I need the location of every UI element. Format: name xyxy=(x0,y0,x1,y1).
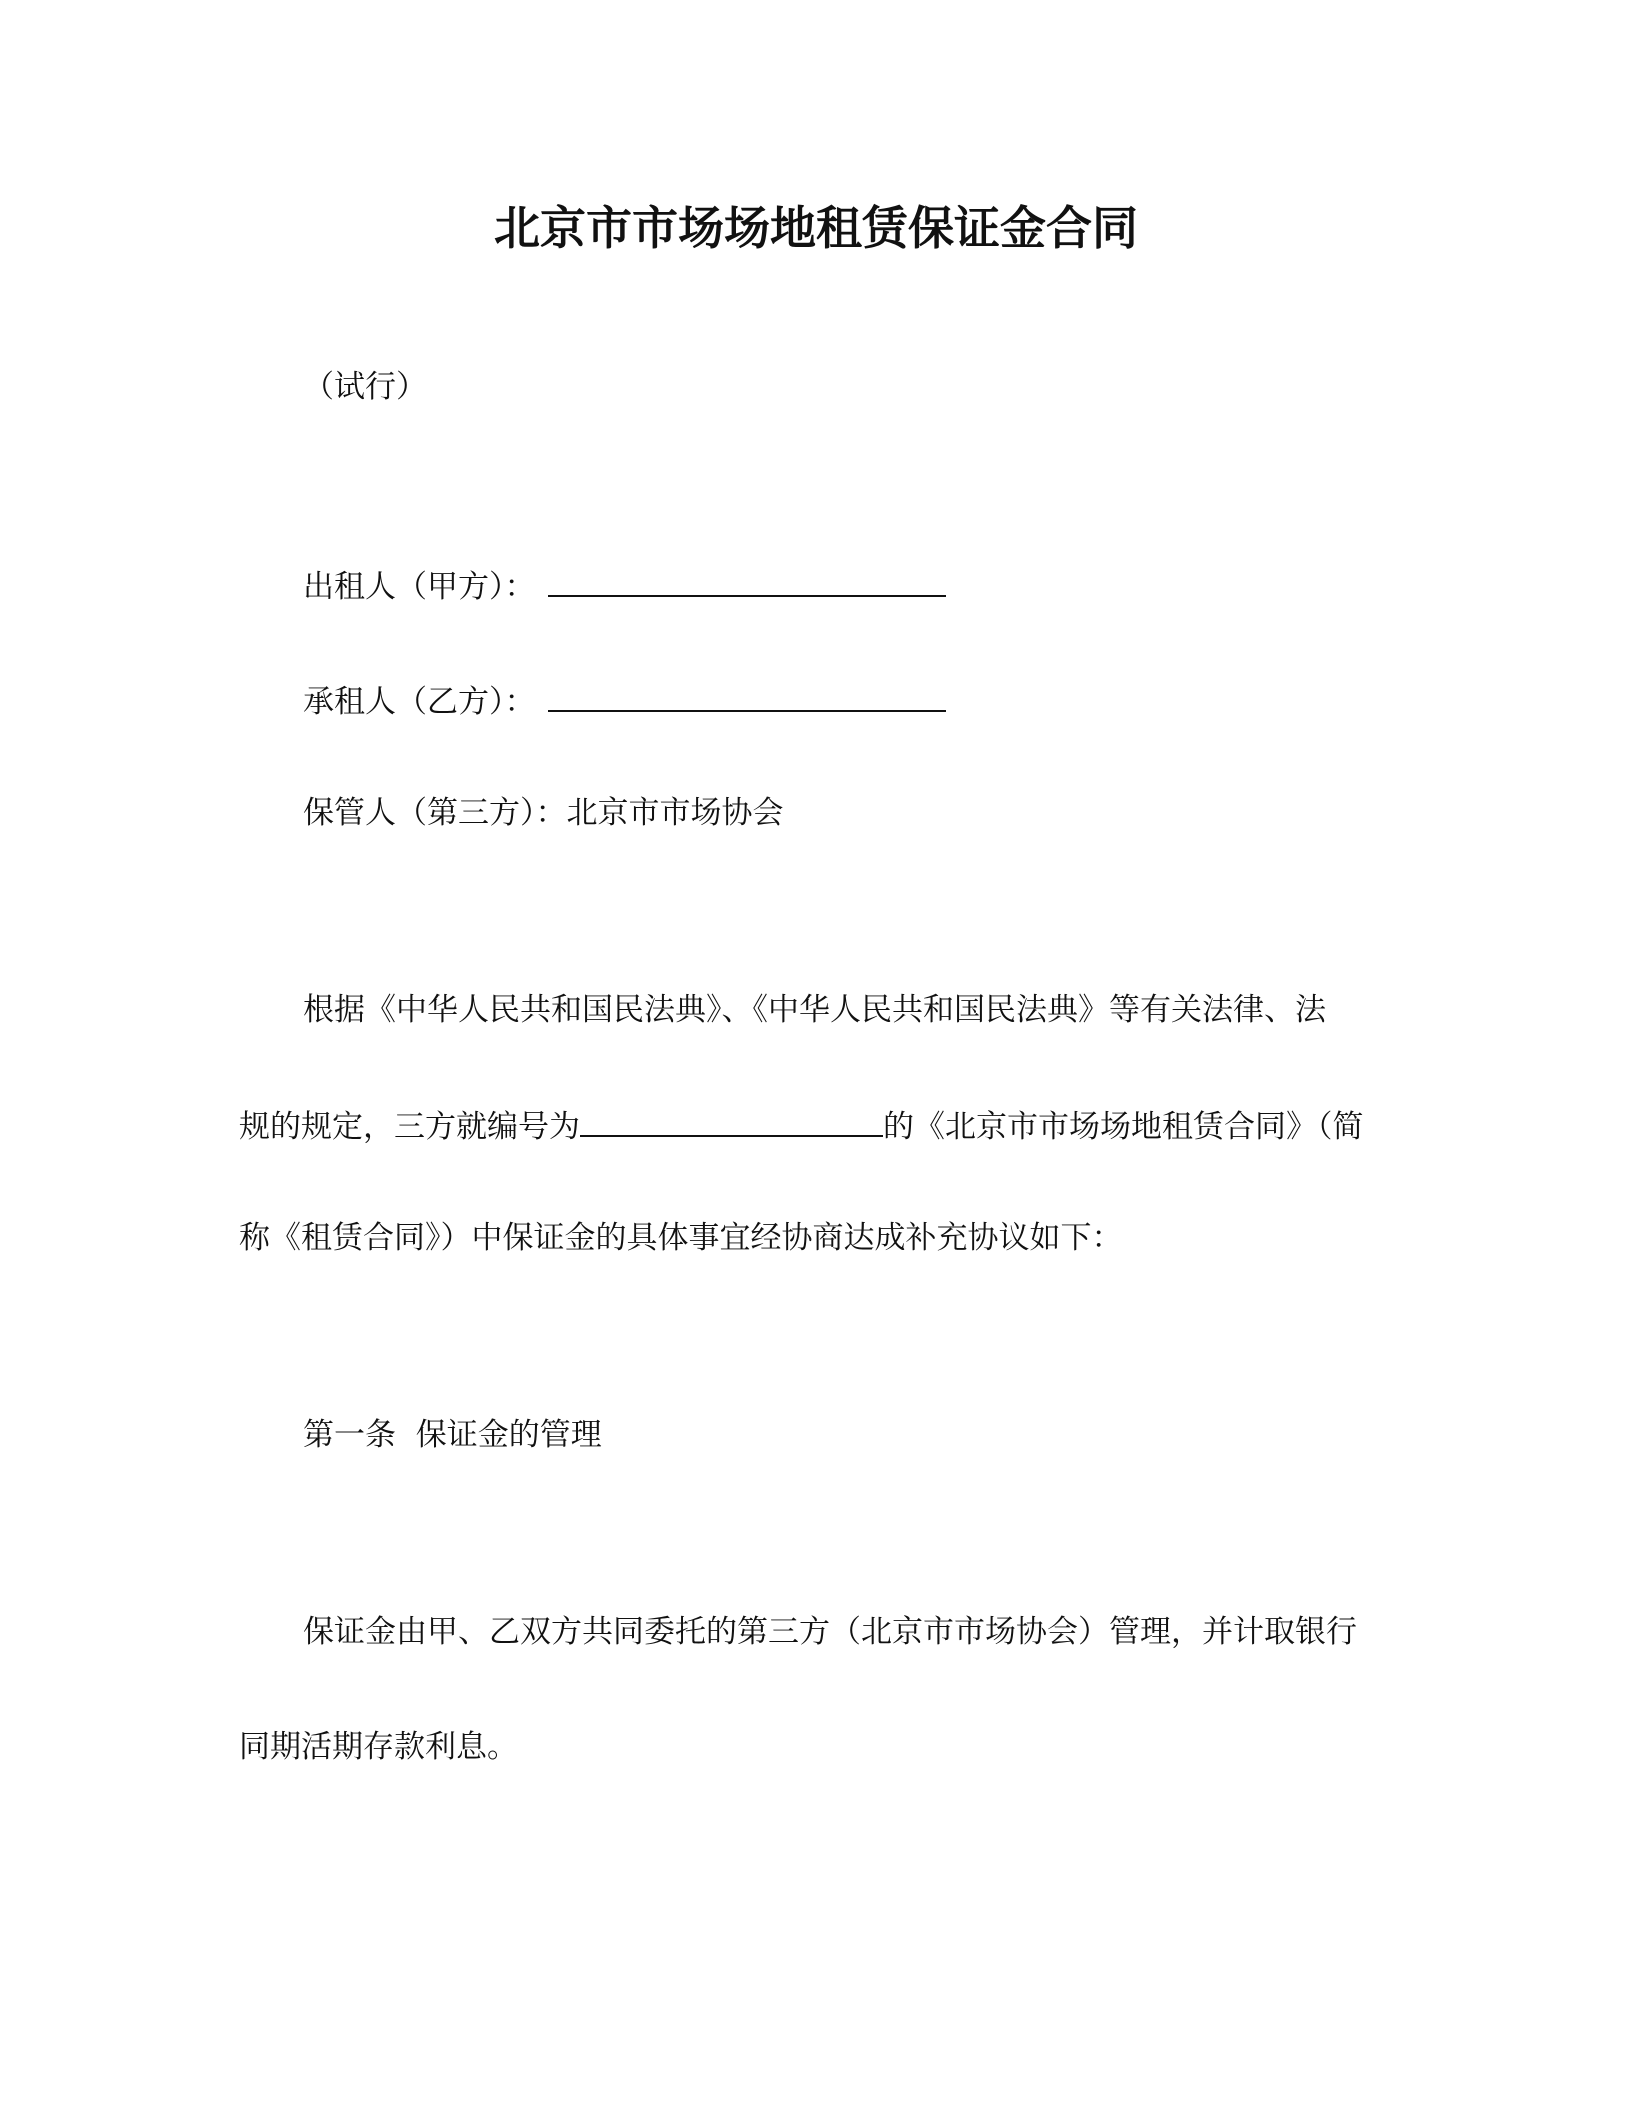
custodian-value: 北京市市场协会 xyxy=(566,795,784,831)
preamble-line-3: 称《租赁合同》）中保证金的具体事宜经协商达成补充协议如下： xyxy=(239,1220,1123,1256)
preamble-line-2-after: 的《北京市市场场地租赁合同》（简 xyxy=(883,1109,1364,1145)
article-1-line-2: 同期活期存款利息。 xyxy=(239,1729,518,1765)
contract-number-blank[interactable] xyxy=(580,1105,883,1137)
preamble-line-2-before: 规的规定，三方就编号为 xyxy=(239,1109,580,1145)
lessor-line xyxy=(303,565,946,607)
lessor-blank[interactable] xyxy=(548,565,946,597)
lessee-label: 承租人（乙方）： xyxy=(303,684,536,720)
lessor-label: 出租人（甲方）： xyxy=(303,569,536,605)
custodian-label: 保管人（第三方）： xyxy=(303,795,567,831)
document-title: 北京市市场场地租赁保证金合同 xyxy=(494,201,1138,255)
lessee-blank[interactable] xyxy=(548,680,946,712)
custodian-line xyxy=(303,793,784,833)
document-subtitle: （试行） xyxy=(303,369,427,405)
lessee-line xyxy=(303,680,946,722)
preamble-line-2 xyxy=(239,1105,1364,1147)
preamble-line-1: 根据《中华人民共和国民法典》、《中华人民共和国民法典》等有关法律、法 xyxy=(303,992,1326,1028)
article-1-heading: 第一条 保证金的管理 xyxy=(303,1417,602,1453)
article-1-line-1: 保证金由甲、乙双方共同委托的第三方（北京市市场协会）管理，并计取银行 xyxy=(303,1614,1357,1650)
